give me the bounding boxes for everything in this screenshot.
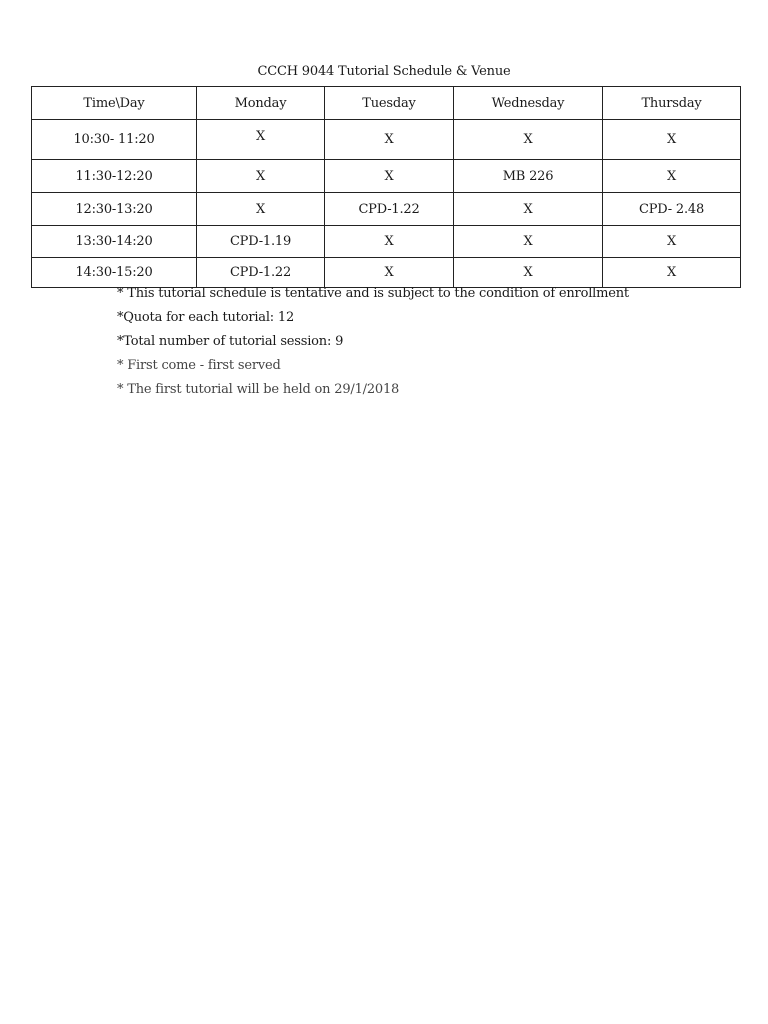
table-cell: X	[325, 226, 454, 258]
header-cell-thursday: Thursday	[603, 87, 741, 120]
schedule-table	[31, 86, 741, 288]
table-cell: X	[454, 226, 603, 258]
table-cell: CPD-1.19	[197, 226, 325, 258]
table-row	[32, 160, 741, 193]
table-row	[32, 258, 741, 288]
table-cell: CPD- 2.48	[603, 193, 741, 226]
table-cell: X	[197, 160, 325, 193]
table-row	[32, 226, 741, 258]
table-cell: X	[454, 193, 603, 226]
table-cell: X	[197, 193, 325, 226]
table-cell: X	[454, 120, 603, 160]
note-total-sessions: *Total number of tutorial session: 9	[117, 334, 344, 349]
header-cell-time-day: Time\Day	[32, 87, 197, 120]
notes-list	[117, 285, 629, 405]
note-quota: *Quota for each tutorial: 12	[117, 310, 295, 325]
table-row	[32, 120, 741, 160]
header-cell-tuesday: Tuesday	[325, 87, 454, 120]
note-first-come: * First come - first served	[117, 358, 281, 373]
table-cell: X	[603, 258, 741, 288]
note-tentative: * This tutorial schedule is tentative and is subject to the condition of enrollment	[117, 286, 629, 301]
header-cell-wednesday: Wednesday	[454, 87, 603, 120]
table-cell: CPD-1.22	[325, 193, 454, 226]
table-cell: X	[603, 226, 741, 258]
table-cell: X	[325, 258, 454, 288]
table-cell: MB 226	[454, 160, 603, 193]
time-slot-cell: 14:30-15:20	[32, 258, 197, 288]
table-row	[32, 193, 741, 226]
header-cell-monday: Monday	[197, 87, 325, 120]
table-cell: X	[325, 120, 454, 160]
table-cell: X	[603, 160, 741, 193]
time-slot-cell: 12:30-13:20	[32, 193, 197, 226]
table-cell: X	[197, 120, 325, 160]
table-cell: X	[603, 120, 741, 160]
page-title: CCCH 9044 Tutorial Schedule & Venue	[257, 64, 511, 79]
time-slot-cell: 10:30- 11:20	[32, 120, 197, 160]
time-slot-cell: 11:30-12:20	[32, 160, 197, 193]
table-cell: X	[454, 258, 603, 288]
time-slot-cell: 13:30-14:20	[32, 226, 197, 258]
table-header-row	[32, 87, 741, 120]
table-cell: CPD-1.22	[197, 258, 325, 288]
table-cell: X	[325, 160, 454, 193]
note-first-tutorial-date: * The first tutorial will be held on 29/1/2018	[117, 382, 400, 397]
